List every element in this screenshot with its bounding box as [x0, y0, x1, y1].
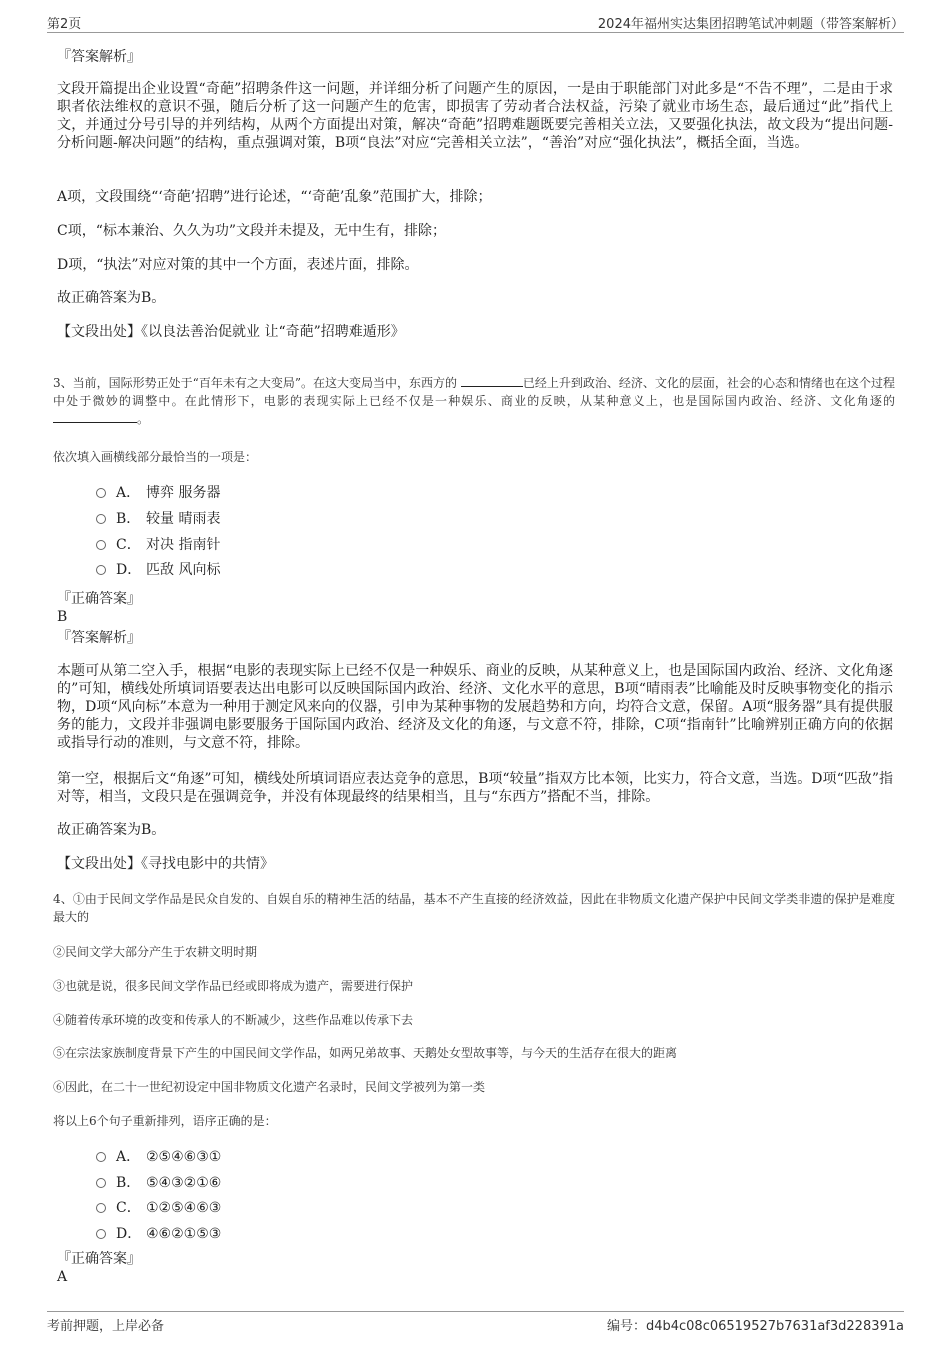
question-text-part: 3、当前，国际形势正处于“百年未有之大变局”。在这大变局当中，东西方的 — [53, 376, 461, 390]
fill-blank — [53, 410, 137, 423]
option-letter: C． — [116, 1200, 141, 1216]
radio-icon[interactable] — [96, 1178, 106, 1188]
analysis-paragraph: 文段开篇提出企业设置“奇葩”招聘条件这一问题，并详细分析了问题产生的原因，一是由于职能部门对此多是“不告不理”，二是由于求职者依法维权的意识不强，随后分析了这一问题产生的危害，即损害了劳动者合法权益，污染了就业市场生态，最后通过“此”指代上文，并通过分号引导的并列结构，从两个方面提出对策，解决“奇葩”招聘难题既要完善相关立法，又要强化执法，故文段为“提出问题-分析问题-解决问题”的结构，重点强调对策，B项“良法”对应“完善相关立法”，“善治”对应“强化执法”，概括全面，当选。 — [57, 81, 893, 151]
option-text: ④⑥②①⑤③ — [146, 1226, 222, 1242]
footer-slogan: 考前押题，上岸必备 — [47, 1319, 165, 1334]
question-prompt: 将以上6个句子重新排列，语序正确的是： — [53, 1114, 277, 1128]
page-header — [47, 10, 904, 33]
analysis-label: 『答案解析』 — [57, 630, 141, 646]
question-4-sentence: 4、①由于民间文学作品是民众自发的、自娱自乐的精神生活的结晶，基本不产生直接的经济效益，因此在非物质文化遗产保护中民间文学类非遗的保护是难度最大的 — [53, 892, 895, 924]
radio-icon[interactable] — [96, 1152, 106, 1162]
option-letter: C． — [116, 537, 141, 553]
question-4-sentence: ⑥因此，在二十一世纪初设定中国非物质文化遗产名录时，民间文学被列为第一类 — [53, 1080, 486, 1094]
page-footer — [47, 1311, 904, 1336]
question-text-part: 。 — [137, 412, 150, 426]
question-4-sentence: ②民间文学大部分产生于农耕文明时期 — [53, 945, 258, 959]
option-b[interactable] — [96, 510, 220, 528]
option-text: 较量 晴雨表 — [146, 511, 221, 527]
correct-answer-label: 『正确答案』 — [57, 1251, 141, 1267]
radio-icon[interactable] — [96, 1203, 106, 1213]
option-a[interactable] — [96, 1148, 221, 1166]
question-3-text — [53, 374, 895, 428]
radio-icon[interactable] — [96, 488, 106, 498]
page-number: 第2页 — [47, 17, 82, 32]
radio-icon[interactable] — [96, 565, 106, 575]
radio-icon[interactable] — [96, 514, 106, 524]
option-text: ②⑤④⑥③① — [146, 1149, 222, 1165]
question-4-sentence: ③也就是说，很多民间文学作品已经或即将成为遗产，需要进行保护 — [53, 979, 414, 993]
radio-icon[interactable] — [96, 540, 106, 550]
correct-answer: B — [57, 609, 68, 625]
analysis-label: 『答案解析』 — [57, 49, 141, 65]
document-title: 2024年福州实达集团招聘笔试冲刺题（带答案解析） — [597, 17, 904, 32]
question-4-sentence: ④随着传承环境的改变和传承人的不断减少，这些作品难以传承下去 — [53, 1013, 414, 1027]
fill-blank — [461, 374, 523, 387]
question-prompt: 依次填入画横线部分最恰当的一项是： — [53, 450, 258, 464]
option-letter: A． — [116, 485, 141, 501]
option-text: 匹敌 风向标 — [146, 562, 221, 578]
source-citation: 【文段出处】《寻找电影中的共情》 — [57, 856, 274, 872]
question-4-sentence: ⑤在宗法家族制度背景下产生的中国民间文学作品，如两兄弟故事、天鹅处女型故事等，与今天的生活存在很大的距离 — [53, 1046, 678, 1060]
correct-answer-label: 『正确答案』 — [57, 591, 141, 607]
analysis-paragraph: 本题可从第二空入手，根据“电影的表现实际上已经不仅是一种娱乐、商业的反映，从某种意义上，也是国际国内政治、经济、文化角逐的”可知，横线处所填词语要表达出电影可以反映国际国内政治、经济、文化水平的意思，B项“晴雨表”比喻能及时反映事物变化的指示物，D项“风向标”本意为一种用于测定风来向的仪器，引申为某种事物的发展趋势和方向，均符合文意，保留。A项“服务器”具有提供服务的能力，文段并非强调电影要服务于国际国内政治、经济及文化的角逐，与文意不符，排除，C项“指南针”比喻辨别正确方向的依据或指导行动的准则，与文意不符，排除。 — [57, 663, 893, 751]
option-d[interactable] — [96, 561, 220, 579]
analysis-paragraph: A项，文段围绕“‘奇葩’招聘”进行论述，“‘奇葩’乱象”范围扩大，排除； — [57, 189, 492, 205]
radio-icon[interactable] — [96, 1229, 106, 1239]
source-citation: 【文段出处】《以良法善治促就业 让“奇葩”招聘难遁形》 — [57, 324, 405, 340]
correct-answer-statement: 故正确答案为B。 — [57, 290, 166, 306]
option-c[interactable] — [96, 1199, 221, 1217]
option-c[interactable] — [96, 536, 220, 554]
analysis-paragraph: D项，“执法”对应对策的其中一个方面，表述片面，排除。 — [57, 257, 419, 273]
option-letter: B． — [116, 1175, 141, 1191]
analysis-paragraph: C项，“标本兼治、久久为功”文段并未提及，无中生有，排除； — [57, 223, 447, 239]
correct-answer: A — [57, 1269, 68, 1285]
correct-answer-statement: 故正确答案为B。 — [57, 822, 166, 838]
option-letter: A． — [116, 1149, 141, 1165]
document-code: 编号：d4b4c08c06519527b7631af3d228391a — [606, 1319, 904, 1334]
option-text: ①②⑤④⑥③ — [146, 1200, 222, 1216]
option-letter: D． — [116, 562, 142, 578]
option-a[interactable] — [96, 484, 220, 502]
option-d[interactable] — [96, 1225, 221, 1243]
option-text: 博弈 服务器 — [146, 485, 221, 501]
question-text-part: 已经上升到政治、经济、文化的层面，社会的心态和情绪也在这个过程中处于微妙的调整中。在此情形下，电影的表现实际上已经不仅是一种娱乐、商业的反映，从某种意义上，也是国际国内政治、经济、文化角逐的 — [53, 376, 895, 408]
option-letter: B． — [116, 511, 141, 527]
option-text: 对决 指南针 — [146, 537, 221, 553]
option-letter: D． — [116, 1226, 142, 1242]
analysis-paragraph: 第一空，根据后文“角逐”可知，横线处所填词语应表达竞争的意思，B项“较量”指双方比本领，比实力，符合文意，当选。D项“匹敌”指对等，相当，文段只是在强调竞争，并没有体现最终的结果相当，且与“东西方”搭配不当，排除。 — [57, 771, 893, 805]
option-text: ⑤④③②①⑥ — [146, 1175, 222, 1191]
option-b[interactable] — [96, 1174, 221, 1192]
